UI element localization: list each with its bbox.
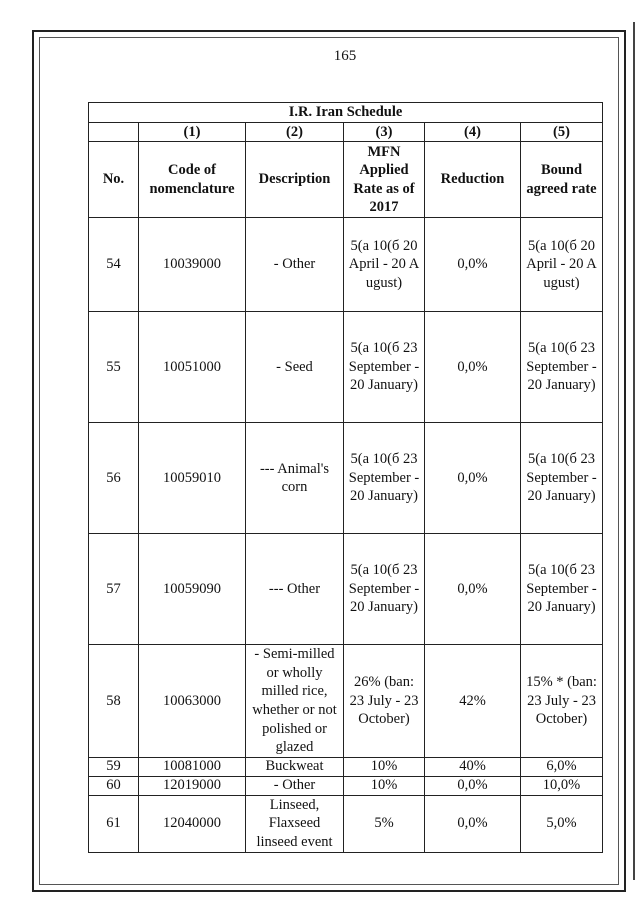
cell-reduction: 40% [425,757,521,776]
header-no: No. [89,142,139,218]
cell-description: - Seed [246,312,344,423]
table-row [89,218,603,312]
cell-code: 12019000 [139,776,246,795]
column-header-row [89,142,603,218]
header-code: Code of nomenclature [139,142,246,218]
header-bound-rate: Bound agreed rate [521,142,603,218]
cell-reduction: 0,0% [425,534,521,645]
cell-code: 10059090 [139,534,246,645]
cell-no: 57 [89,534,139,645]
column-number: (2) [246,122,344,142]
column-number: (1) [139,122,246,142]
cell-mfn-rate: 5(a 10(б 23 September - 20 January) [344,423,425,534]
page-number: 165 [333,48,357,64]
table-row [89,757,603,776]
cell-reduction: 0,0% [425,218,521,312]
cell-description: Linseed, Flaxseed linseed event [246,795,344,852]
table-title: I.R. Iran Schedule [89,103,603,123]
table-row [89,795,603,852]
cell-description: --- Other [246,534,344,645]
table-title-row [89,103,603,123]
cell-mfn-rate: 5(a 10(б 23 September - 20 January) [344,534,425,645]
cell-bound-rate: 5(a 10(б 23 September - 20 January) [521,534,603,645]
cell-code: 10051000 [139,312,246,423]
cell-description: --- Animal's corn [246,423,344,534]
cell-code: 10039000 [139,218,246,312]
cell-code: 12040000 [139,795,246,852]
cell-no: 54 [89,218,139,312]
cell-bound-rate: 10,0% [521,776,603,795]
column-number: (3) [344,122,425,142]
right-margin-rule [633,22,635,880]
column-number: (5) [521,122,603,142]
cell-mfn-rate: 5% [344,795,425,852]
table-row [89,534,603,645]
cell-no: 55 [89,312,139,423]
cell-description: - Semi-milled or wholly milled rice, whether or not polished or glazed [246,645,344,758]
column-number: (4) [425,122,521,142]
cell-no: 59 [89,757,139,776]
cell-bound-rate: 5(a 10(б 23 September - 20 January) [521,423,603,534]
cell-mfn-rate: 26% (ban: 23 July - 23 October) [344,645,425,758]
cell-description: Buckweat [246,757,344,776]
cell-no: 56 [89,423,139,534]
cell-mfn-rate: 10% [344,757,425,776]
cell-description: - Other [246,218,344,312]
cell-bound-rate: 6,0% [521,757,603,776]
cell-description: - Other [246,776,344,795]
table-row [89,776,603,795]
tariff-schedule-table [88,102,603,853]
cell-mfn-rate: 10% [344,776,425,795]
cell-reduction: 0,0% [425,795,521,852]
cell-bound-rate: 5(a 10(б 23 September - 20 January) [521,312,603,423]
cell-reduction: 0,0% [425,423,521,534]
cell-no: 61 [89,795,139,852]
cell-reduction: 0,0% [425,776,521,795]
header-reduction: Reduction [425,142,521,218]
cell-bound-rate: 15% * (ban: 23 July - 23 October) [521,645,603,758]
table-row [89,423,603,534]
cell-reduction: 42% [425,645,521,758]
cell-no: 58 [89,645,139,758]
column-number-blank [89,122,139,142]
header-mfn-rate: MFN Applied Rate as of 2017 [344,142,425,218]
column-number-row [89,122,603,142]
cell-bound-rate: 5(a 10(б 20 April - 20 August) [521,218,603,312]
cell-code: 10063000 [139,645,246,758]
cell-mfn-rate: 5(a 10(б 20 April - 20 August) [344,218,425,312]
table-row [89,312,603,423]
header-description: Description [246,142,344,218]
cell-code: 10059010 [139,423,246,534]
cell-code: 10081000 [139,757,246,776]
cell-bound-rate: 5,0% [521,795,603,852]
cell-no: 60 [89,776,139,795]
cell-reduction: 0,0% [425,312,521,423]
cell-mfn-rate: 5(a 10(б 23 September - 20 January) [344,312,425,423]
table-row [89,645,603,758]
